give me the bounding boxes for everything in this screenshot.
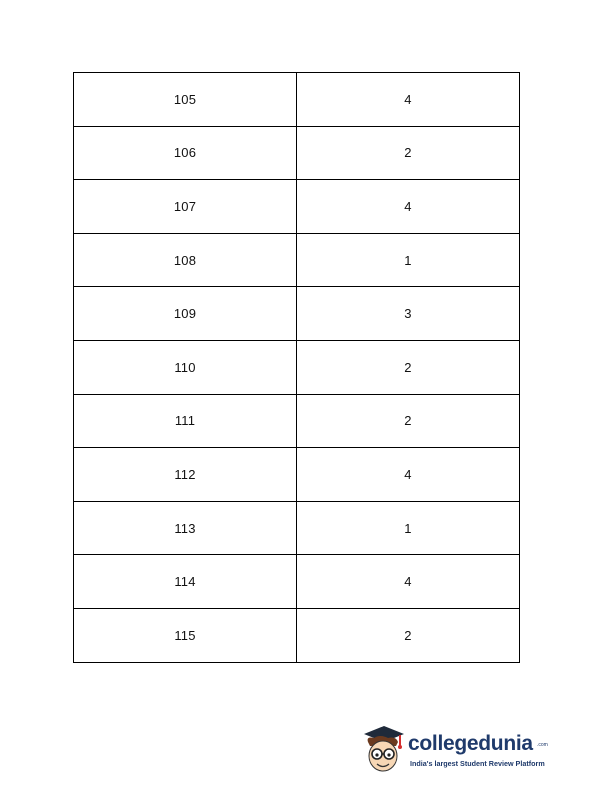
question-number-cell: 113: [74, 501, 297, 555]
table-row: [74, 73, 520, 127]
question-number-cell: 109: [74, 287, 297, 341]
logo-tagline: India's largest Student Review Platform: [410, 759, 545, 768]
table-row: [74, 394, 520, 448]
answer-cell: 4: [297, 448, 520, 502]
question-number-cell: 112: [74, 448, 297, 502]
question-number-cell: 114: [74, 555, 297, 609]
table-row: [74, 555, 520, 609]
logo-brand-text: collegedunia: [408, 732, 533, 755]
question-number-cell: 115: [74, 608, 297, 662]
question-number-cell: 108: [74, 233, 297, 287]
question-number-cell: 110: [74, 340, 297, 394]
table-row: [74, 180, 520, 234]
answer-cell: 1: [297, 501, 520, 555]
table-row: [74, 340, 520, 394]
question-number-cell: 107: [74, 180, 297, 234]
question-number-cell: 106: [74, 126, 297, 180]
answer-cell: 2: [297, 340, 520, 394]
table-row: [74, 233, 520, 287]
answer-key-table: [73, 72, 520, 663]
table-row: [74, 448, 520, 502]
table-row: [74, 287, 520, 341]
answer-cell: 4: [297, 555, 520, 609]
answer-cell: 1: [297, 233, 520, 287]
question-number-cell: 111: [74, 394, 297, 448]
answer-cell: 2: [297, 126, 520, 180]
answer-cell: 2: [297, 608, 520, 662]
answer-cell: 2: [297, 394, 520, 448]
logo-brand-suffix: .com: [537, 742, 548, 748]
table-row: [74, 501, 520, 555]
answer-cell: 4: [297, 180, 520, 234]
table-row: [74, 126, 520, 180]
mascot-icon: [360, 720, 408, 776]
answer-cell: 3: [297, 287, 520, 341]
answer-cell: 4: [297, 73, 520, 127]
table-row: [74, 608, 520, 662]
question-number-cell: 105: [74, 73, 297, 127]
collegedunia-logo: [360, 720, 550, 780]
